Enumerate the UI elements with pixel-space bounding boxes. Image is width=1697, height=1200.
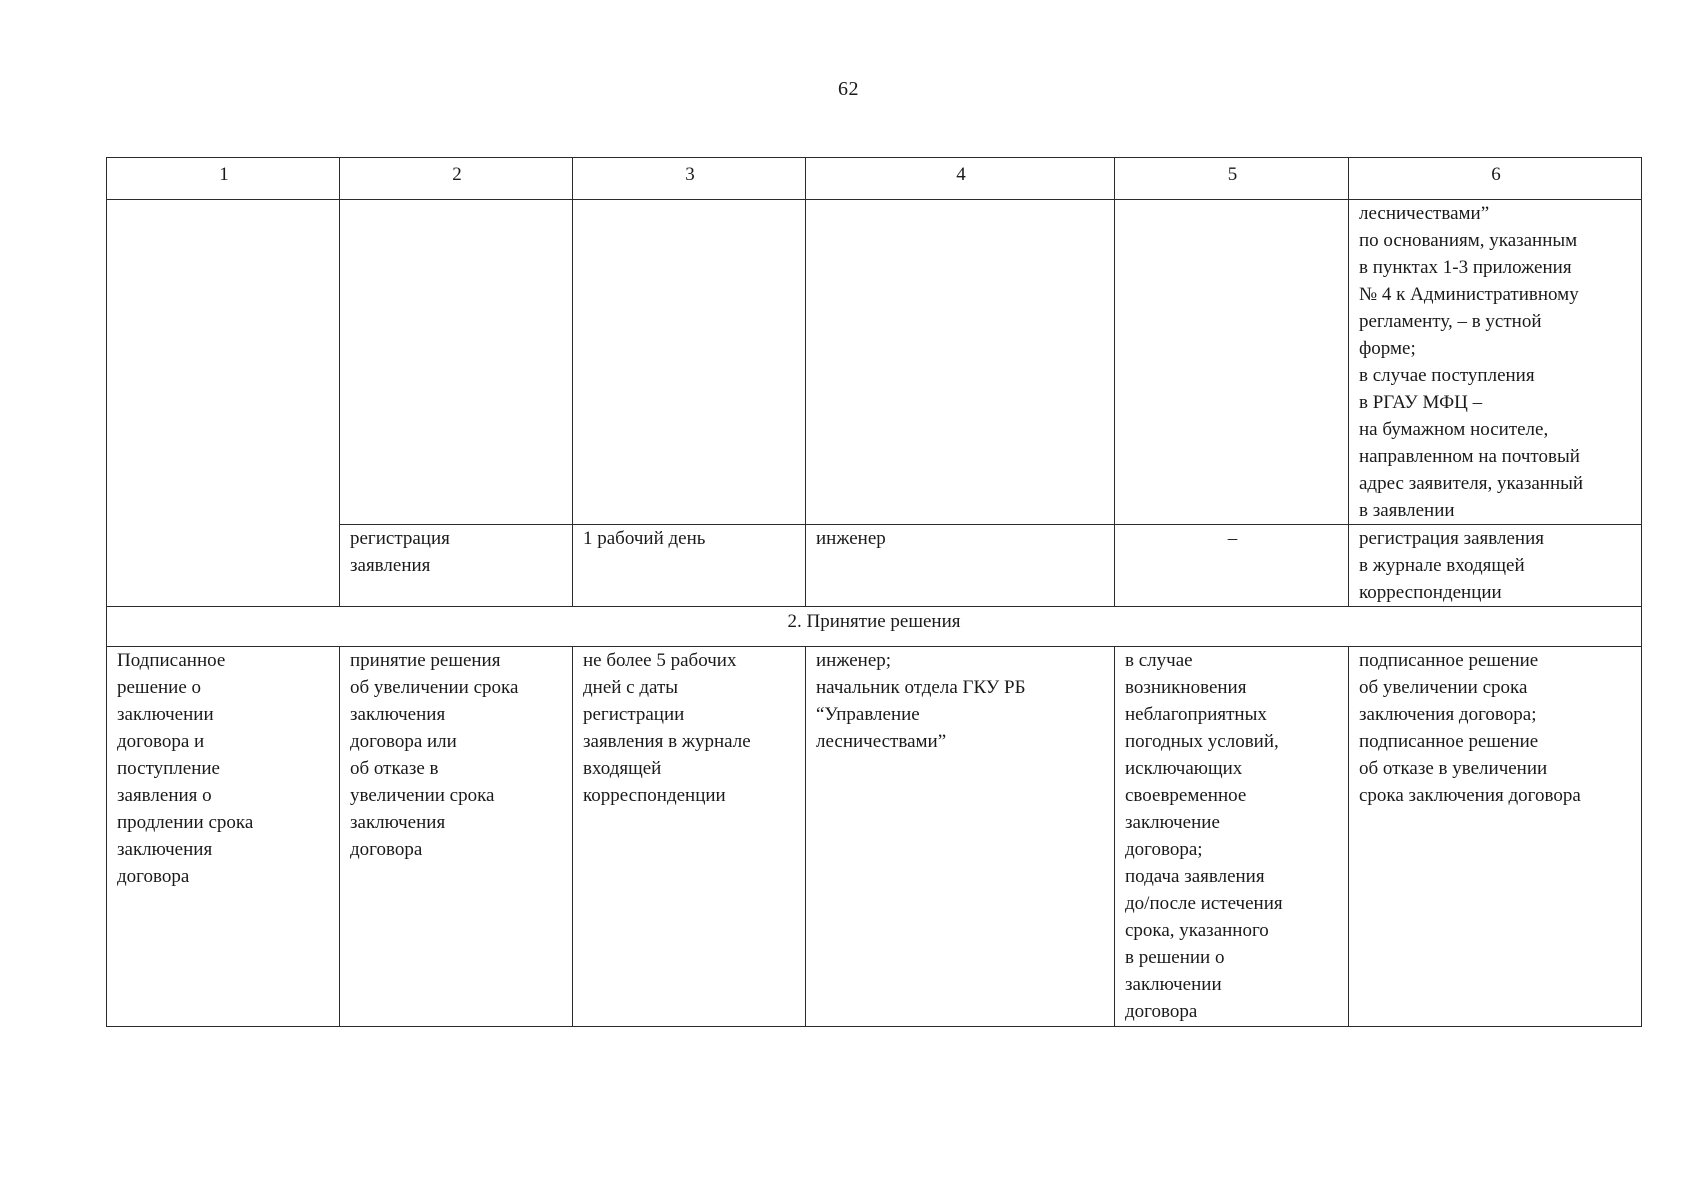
cell-line: договора: [350, 839, 423, 860]
cell-line: корреспонденции: [1359, 582, 1502, 603]
cell-line: в случае поступления: [1359, 365, 1535, 386]
table-cell: [806, 200, 1115, 525]
cell-line: –: [1227, 528, 1238, 549]
column-header: 3: [573, 158, 806, 200]
cell-line: договора или: [350, 731, 457, 752]
cell-line: договора: [117, 866, 190, 887]
cell-line: об увеличении срока: [1359, 677, 1528, 698]
cell-line: в РГАУ МФЦ –: [1359, 392, 1483, 413]
cell-line: поступление: [117, 758, 220, 779]
cell-line: в журнале входящей: [1359, 555, 1525, 576]
table-cell: [340, 525, 573, 607]
cell-line: входящей: [583, 758, 662, 779]
table-cell: [107, 200, 340, 607]
cell-line: № 4 к Административному: [1359, 284, 1579, 305]
cell-line: решение о: [117, 677, 202, 698]
cell-line: в решении о: [1125, 947, 1225, 968]
column-number-row: [107, 158, 1642, 200]
cell-line: лесничествами”: [816, 731, 947, 752]
section-row: [107, 607, 1642, 647]
cell-line: возникновения: [1125, 677, 1247, 698]
section-title: 2. Принятие решения: [107, 607, 1642, 647]
cell-line: об отказе в увеличении: [1359, 758, 1548, 779]
cell-line: заключения: [117, 839, 213, 860]
cell-line: в случае: [1125, 650, 1193, 671]
cell-line: неблагоприятных: [1125, 704, 1267, 725]
column-header: 2: [340, 158, 573, 200]
cell-line: подписанное решение: [1359, 650, 1539, 671]
table-cell: [1349, 647, 1642, 1027]
cell-line: регистрация заявления: [1359, 528, 1545, 549]
cell-line: инженер: [816, 528, 886, 549]
cell-line: начальник отдела ГКУ РБ: [816, 677, 1026, 698]
cell-line: заключении: [1125, 974, 1222, 995]
cell-line: на бумажном носителе,: [1359, 419, 1549, 440]
cell-line: “Управление: [816, 704, 920, 725]
cell-line: форме;: [1359, 338, 1416, 359]
table-cell: [1115, 525, 1349, 607]
column-header: 5: [1115, 158, 1349, 200]
cell-line: исключающих: [1125, 758, 1243, 779]
table-cell: [806, 525, 1115, 607]
table-cell: [806, 647, 1115, 1027]
cell-line: дней с даты: [583, 677, 679, 698]
cell-line: в пунктах 1-3 приложения: [1359, 257, 1572, 278]
column-header: 6: [1349, 158, 1642, 200]
cell-line: договора: [1125, 1001, 1198, 1022]
cell-line: регламенту, – в устной: [1359, 311, 1542, 332]
table-cell: [107, 647, 340, 1027]
cell-line: заявления о: [117, 785, 212, 806]
table-cell: [573, 525, 806, 607]
table-cell: [1349, 200, 1642, 525]
table-cell: [340, 200, 573, 525]
cell-line: регистрация: [350, 528, 450, 549]
cell-line: Подписанное: [117, 650, 226, 671]
cell-line: принятие решения: [350, 650, 501, 671]
cell-line: заявления: [350, 555, 431, 576]
table-cell: [573, 647, 806, 1027]
cell-line: заключении: [117, 704, 214, 725]
cell-line: адрес заявителя, указанный: [1359, 473, 1584, 494]
cell-line: по основаниям, указанным: [1359, 230, 1578, 251]
cell-line: об увеличении срока: [350, 677, 519, 698]
cell-line: заявления в журнале: [583, 731, 751, 752]
cell-line: заключения: [350, 812, 446, 833]
cell-line: заключения договора;: [1359, 704, 1537, 725]
page-number: 62: [838, 78, 859, 100]
procedure-table: [106, 157, 1642, 1027]
table-cell: [1115, 200, 1349, 525]
cell-line: заключение: [1125, 812, 1220, 833]
cell-line: регистрации: [583, 704, 685, 725]
cell-line: до/после истечения: [1125, 893, 1283, 914]
decision-row: [107, 647, 1642, 1027]
cell-line: инженер;: [816, 650, 892, 671]
cell-line: договора и: [117, 731, 205, 752]
table-cell: [573, 200, 806, 525]
continuation-row: [107, 200, 1642, 525]
column-header: 4: [806, 158, 1115, 200]
table-cell: [1349, 525, 1642, 607]
table-cell: [340, 647, 573, 1027]
cell-line: заключения: [350, 704, 446, 725]
cell-line: срока заключения договора: [1359, 785, 1581, 806]
cell-line: не более 5 рабочих: [583, 650, 737, 671]
cell-line: 1 рабочий день: [583, 528, 706, 549]
cell-line: в заявлении: [1359, 500, 1455, 521]
cell-line: подписанное решение: [1359, 731, 1539, 752]
cell-line: корреспонденции: [583, 785, 726, 806]
cell-line: договора;: [1125, 839, 1203, 860]
cell-line: продлении срока: [117, 812, 254, 833]
column-header: 1: [107, 158, 340, 200]
cell-line: срока, указанного: [1125, 920, 1269, 941]
table-cell: [1115, 647, 1349, 1027]
cell-line: направленном на почтовый: [1359, 446, 1580, 467]
cell-line: увеличении срока: [350, 785, 495, 806]
cell-line: лесничествами”: [1359, 203, 1490, 224]
cell-line: подача заявления: [1125, 866, 1265, 887]
cell-line: об отказе в: [350, 758, 439, 779]
cell-line: погодных условий,: [1125, 731, 1279, 752]
cell-line: своевременное: [1125, 785, 1247, 806]
